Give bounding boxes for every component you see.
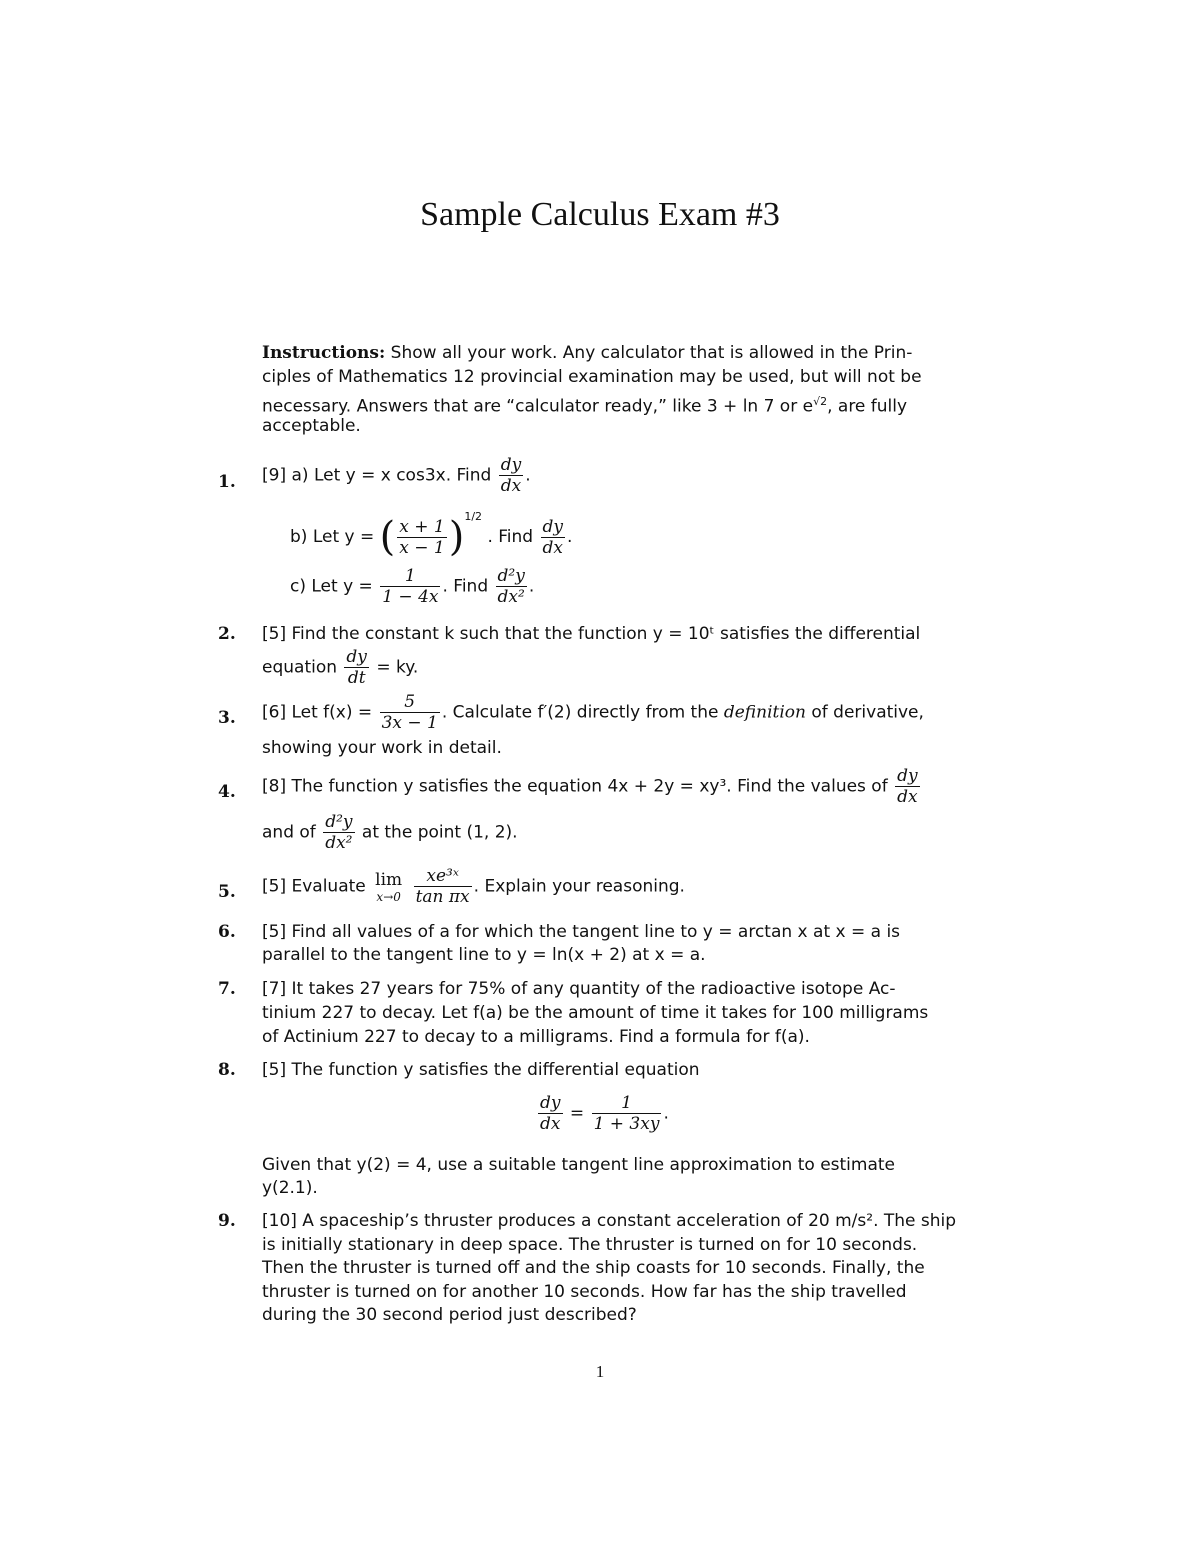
question-6-line-2: parallel to the tangent line to y = ln(x + 2) at x = a. [262, 945, 706, 965]
question-number-7: 7. [218, 979, 236, 999]
question-7-line-2: tinium 227 to decay. Let f(a) be the amount of time it takes for 100 milligrams [262, 1003, 929, 1023]
question-2-line-1: [5] Find the constant k such that the function y = 10ᵗ satisfies the differential [262, 624, 921, 644]
question-3-line-1: [6] Let f(x) = $\frac{5}{3x - 1}$ . Calculate f′(2) directly from the definition of derivative, [262, 692, 924, 733]
question-1b: b) Let y = ( $\frac{x + 1}{x - 1}$ )$^{1/2}$ . Find $\frac{dy}{dx}$ . [290, 510, 573, 560]
question-number-8: 8. [218, 1060, 236, 1080]
question-number-9: 9. [218, 1211, 236, 1231]
question-9-line-3: Then the thruster is turned off and the ship coasts for 10 seconds. Finally, the [262, 1258, 925, 1278]
question-8-line-2: Given that y(2) = 4, use a suitable tangent line approximation to estimate [262, 1155, 896, 1175]
question-2-line-2: equation $\frac{dy}{dt}$ = ky. [262, 647, 419, 688]
question-8-line-1: [5] The function y satisfies the differential equation [262, 1060, 700, 1080]
question-number-3: 3. [218, 708, 236, 728]
question-4-line-1: [8] The function y satisfies the equation 4x + 2y = xy³. Find the values of $\frac{dy}{dx}$ [262, 766, 918, 807]
question-1c: c) Let y = $\frac{1}{1 - 4x}$ . Find $\frac{\text{d²y}}{\text{dx²}}$ . [290, 566, 535, 607]
question-number-5: 5. [218, 882, 236, 902]
instructions-line-2: ciples of Mathematics 12 provincial examination may be used, but will not be [262, 367, 922, 387]
question-5: [5] Evaluate lim x→0 $\frac{\text{xe³ˣ}}{\text{tan πx}}$ . Explain your reasoning. [262, 866, 685, 907]
page-number: 1 [595, 1362, 605, 1381]
instructions-line-1: Instructions: Show all your work. Any calculator that is allowed in the Prin- [262, 343, 913, 363]
instructions-line-4: acceptable. [262, 416, 361, 436]
question-number-4: 4. [218, 782, 236, 802]
page-title: Sample Calculus Exam #3 [420, 196, 780, 233]
question-number-1: 1. [218, 472, 236, 492]
instructions-line-3: necessary. Answers that are “calculator ready,” like 3 + ln 7 or $e^{√2}$, are fully [262, 395, 908, 417]
question-6-line-1: [5] Find all values of a for which the tangent line to y = arctan x at x = a is [262, 922, 901, 942]
question-7-line-3: of Actinium 227 to decay to a milligrams. Find a formula for f(a). [262, 1027, 810, 1047]
question-4-line-2: and of $\frac{\text{d²y}}{\text{dx²}}$ at the point (1, 2). [262, 812, 518, 853]
question-9-line-2: is initially stationary in deep space. The thruster is turned on for 10 seconds. [262, 1235, 918, 1255]
question-7-line-1: [7] It takes 27 years for 75% of any quantity of the radioactive isotope Ac- [262, 979, 896, 999]
instructions-label: Instructions: [262, 343, 386, 363]
question-3-line-2: showing your work in detail. [262, 738, 502, 758]
question-9-line-1: [10] A spaceship’s thruster produces a constant acceleration of 20 m/s². The ship [262, 1211, 957, 1231]
question-8-equation: $\frac{dy}{dx}$ = $\frac{1}{1 + 3xy}$ . [540, 1093, 669, 1134]
question-number-2: 2. [218, 624, 236, 644]
question-number-6: 6. [218, 922, 236, 942]
question-8-line-3: y(2.1). [262, 1178, 318, 1198]
question-1a: [9] a) Let y = x cos3x. Find $\frac{dy}{dx}$ . [262, 455, 531, 496]
question-9-line-5: during the 30 second period just described? [262, 1305, 637, 1325]
question-9-line-4: thruster is turned on for another 10 seconds. How far has the ship travelled [262, 1282, 907, 1302]
